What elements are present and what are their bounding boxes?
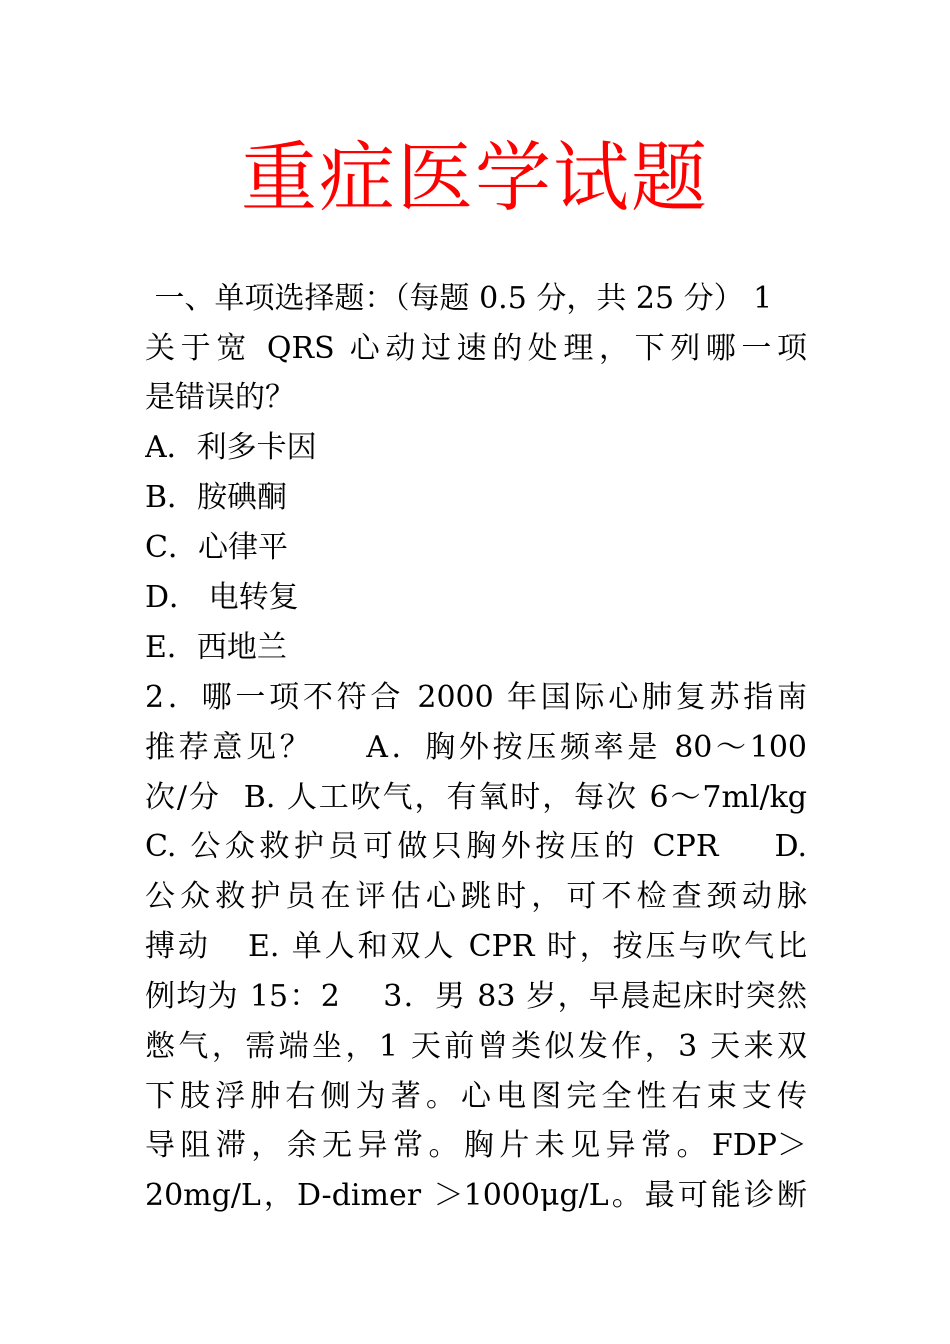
question-1-option-d: D． 电转复 (145, 580, 299, 615)
question-3-line-5: 20mg/L，D-dimer ＞1000μg/L。最可能诊断 (145, 1178, 807, 1213)
question-2-line-5: 公众救护员在评估心跳时，可不检查颈动脉 (145, 879, 807, 914)
question-1-line-2: 是错误的？ (145, 380, 295, 415)
question-3-line-2: 憋气，需端坐，1 天前曾类似发作，3 天来双 (145, 1029, 807, 1064)
question-2-line-3: 次/分 B. 人工吹气，有氧时，每次 6～7ml/kg (145, 780, 807, 815)
question-3-line-3: 下肢浮肿右侧为著。心电图完全性右束支传 (145, 1079, 807, 1114)
question-1-option-a: A．利多卡因 (145, 430, 317, 465)
document-title: 重症医学试题 (241, 133, 709, 222)
question-1-line-1: 关于宽 QRS 心动过速的处理，下列哪一项 (145, 331, 807, 366)
section-heading-line: 一、单项选择题：（每题 0.5 分，共 25 分） 1 (145, 281, 773, 316)
question-2-line-1: 2．哪一项不符合 2000 年国际心肺复苏指南 (145, 680, 807, 715)
question-1-option-e: E．西地兰 (145, 630, 287, 665)
question-2-line-6: 搏动 E. 单人和双人 CPR 时，按压与吹气比 (145, 929, 807, 964)
question-3-line-4: 导阻滞，余无异常。胸片未见异常。FDP＞ (145, 1128, 807, 1163)
question-1-option-c: C．心律平 (145, 530, 288, 565)
question-1-option-b: B．胺碘酮 (145, 480, 288, 515)
question-2-line-2: 推荐意见？ A．胸外按压频率是 80～100 (145, 730, 807, 765)
question-2-line-4: C. 公众救护员可做只胸外按压的 CPR D. (145, 829, 807, 864)
question-3-line-1: 例均为 15：2 3．男 83 岁，早晨起床时突然 (145, 979, 807, 1014)
